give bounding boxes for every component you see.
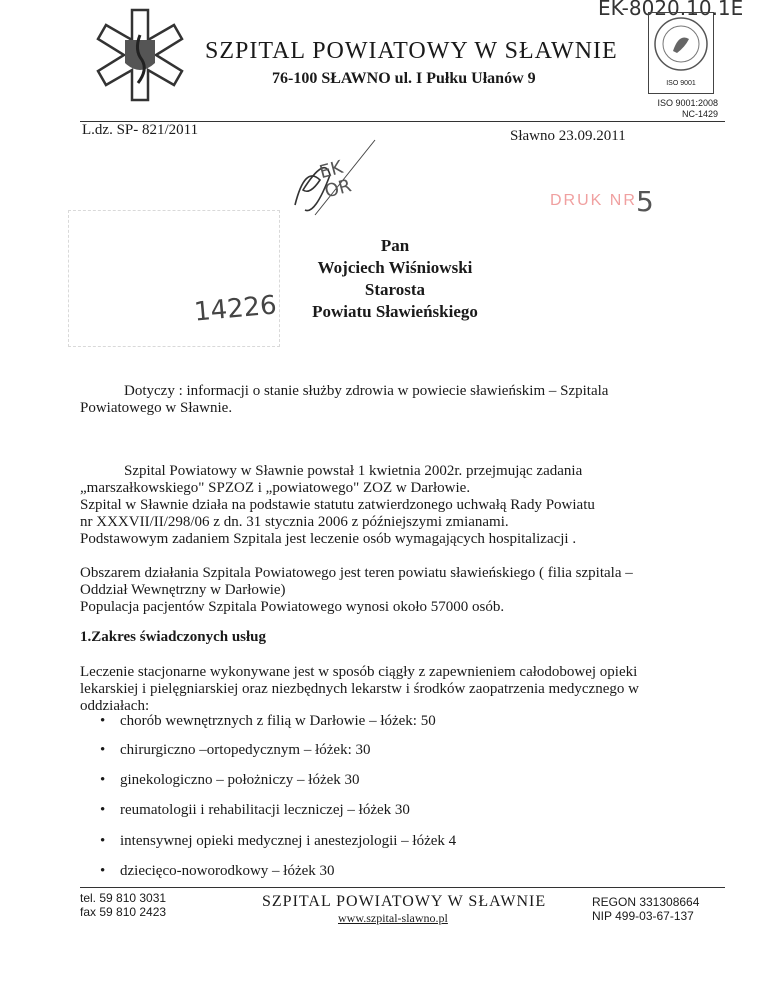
paragraph-line: Obszarem działania Szpitala Powiatowego jest teren powiatu sławieńskiego ( filia szpitala – <box>80 565 633 581</box>
footer-fax: fax 59 810 2423 <box>80 905 167 919</box>
footer-tel: tel. 59 810 3031 <box>80 891 167 905</box>
ward-text: chirurgiczno –ortopedycznym – łóżek: 30 <box>120 742 371 758</box>
footer-hospital-name: SZPITAL POWIATOWY W SŁAWNIE <box>262 893 547 910</box>
paragraph-line: Szpital w Sławnie działa na podstawie statutu zatwierdzonego uchwałą Rady Powiatu <box>80 497 595 513</box>
paragraph-line: lekarskiej i pielęgniarskiej oraz niezbędnych lekarstw i środków zaopatrzenia medycznego w <box>80 681 639 697</box>
druk-number: 5 <box>636 185 654 218</box>
iso-line-1: ISO 9001:2008 <box>657 98 718 108</box>
list-item: • intensywnej opieki medycznej i anestezjologii – łóżek 4 <box>100 833 457 849</box>
footer-registry <box>592 895 699 923</box>
paragraph-history <box>80 463 700 548</box>
initials-mark: EK OR <box>317 156 354 203</box>
paragraph-line: Leczenie stacjonarne wykonywane jest w sposób ciągły z zapewnieniem całodobowej opieki <box>80 664 638 680</box>
iso-certificate <box>648 98 718 120</box>
druk-label: DRUK NR <box>550 192 637 209</box>
addressee-line: Starosta <box>364 280 426 299</box>
footer-website-link[interactable]: www.szpital-slawno.pl <box>338 911 448 925</box>
section-heading: 1.Zakres świadczonych usług <box>80 629 267 645</box>
iso-line-2: NC-1429 <box>681 109 718 119</box>
paragraph-line: Oddział Wewnętrzny w Darłowie) <box>80 582 286 598</box>
footer-nip: NIP 499-03-67-137 <box>592 909 694 923</box>
hospital-address: 76-100 SŁAWNO ul. I Pułku Ułanów 9 <box>272 70 536 87</box>
paragraph-line: Podstawowym zadaniem Szpitala jest leczenie osób wymagających hospitalizacji . <box>80 531 577 547</box>
paragraph-services <box>80 664 700 715</box>
ward-text: reumatologii i rehabilitacji leczniczej – łóżek 30 <box>120 802 410 818</box>
ward-text: chorób wewnętrznych z filią w Darłowie – łóżek: 50 <box>120 713 436 729</box>
addressee-line: Pan <box>380 236 410 255</box>
list-item: • ginekologiczno – położniczy – łóżek 30 <box>100 772 360 788</box>
footer-contact <box>80 891 166 919</box>
addressee-block <box>285 235 505 323</box>
list-item: • chirurgiczno –ortopedycznym – łóżek: 30 <box>100 742 371 758</box>
paragraph-line: nr XXXVII/II/298/06 z dn. 31 stycznia 2006 z późniejszymi zmianami. <box>80 514 509 530</box>
footer-regon: REGON 331308664 <box>592 895 700 909</box>
corner-note: EK-8020.10.1E <box>598 0 744 20</box>
paragraph-line: „marszałkowskiego" SPZOZ i „powiatowego" ZOZ w Darłowie. <box>80 480 471 496</box>
footer-divider <box>80 887 725 888</box>
paragraph-line: Populacja pacjentów Szpitala Powiatowego wynosi około 57000 osób. <box>80 599 505 615</box>
stamp-number: 14226 <box>192 290 278 328</box>
paragraph-line: oddziałach: <box>80 698 150 714</box>
hospital-title: SZPITAL POWIATOWY W SŁAWNIE <box>205 38 618 64</box>
ward-text: dziecięco-noworodkowy – łóżek 30 <box>120 863 335 879</box>
ward-text: intensywnej opieki medycznej i anestezjologii – łóżek 4 <box>120 833 457 849</box>
list-item: • dziecięco-noworodkowy – łóżek 30 <box>100 863 335 879</box>
addressee-line: Powiatu Sławieńskiego <box>312 302 478 321</box>
subject-line: Powiatowego w Sławnie. <box>80 400 233 416</box>
reference-number: L.dz. SP- 821/2011 <box>82 122 199 138</box>
subject <box>80 383 700 417</box>
ward-text: ginekologiczno – położniczy – łóżek 30 <box>120 772 360 788</box>
paragraph-area <box>80 565 700 616</box>
letter-date: Sławno 23.09.2011 <box>510 128 626 144</box>
addressee-line: Wojciech Wiśniowski <box>317 258 473 277</box>
list-item: • chorób wewnętrznych z filią w Darłowie – łóżek: 50 <box>100 713 436 729</box>
hospital-logo <box>90 5 190 105</box>
certification-seal-icon <box>649 13 713 75</box>
seal-label: ISO 9001 <box>666 80 696 87</box>
iso-seal <box>648 12 714 94</box>
list-item: • reumatologii i rehabilitacji leczniczej – łóżek 30 <box>100 802 410 818</box>
received-stamp <box>68 210 280 347</box>
paragraph-line: Szpital Powiatowy w Sławnie powstał 1 kwietnia 2002r. przejmując zadania <box>124 463 583 479</box>
subject-line: Dotyczy : informacji o stanie służby zdrowia w powiecie sławieńskim – Szpitala <box>124 383 609 399</box>
